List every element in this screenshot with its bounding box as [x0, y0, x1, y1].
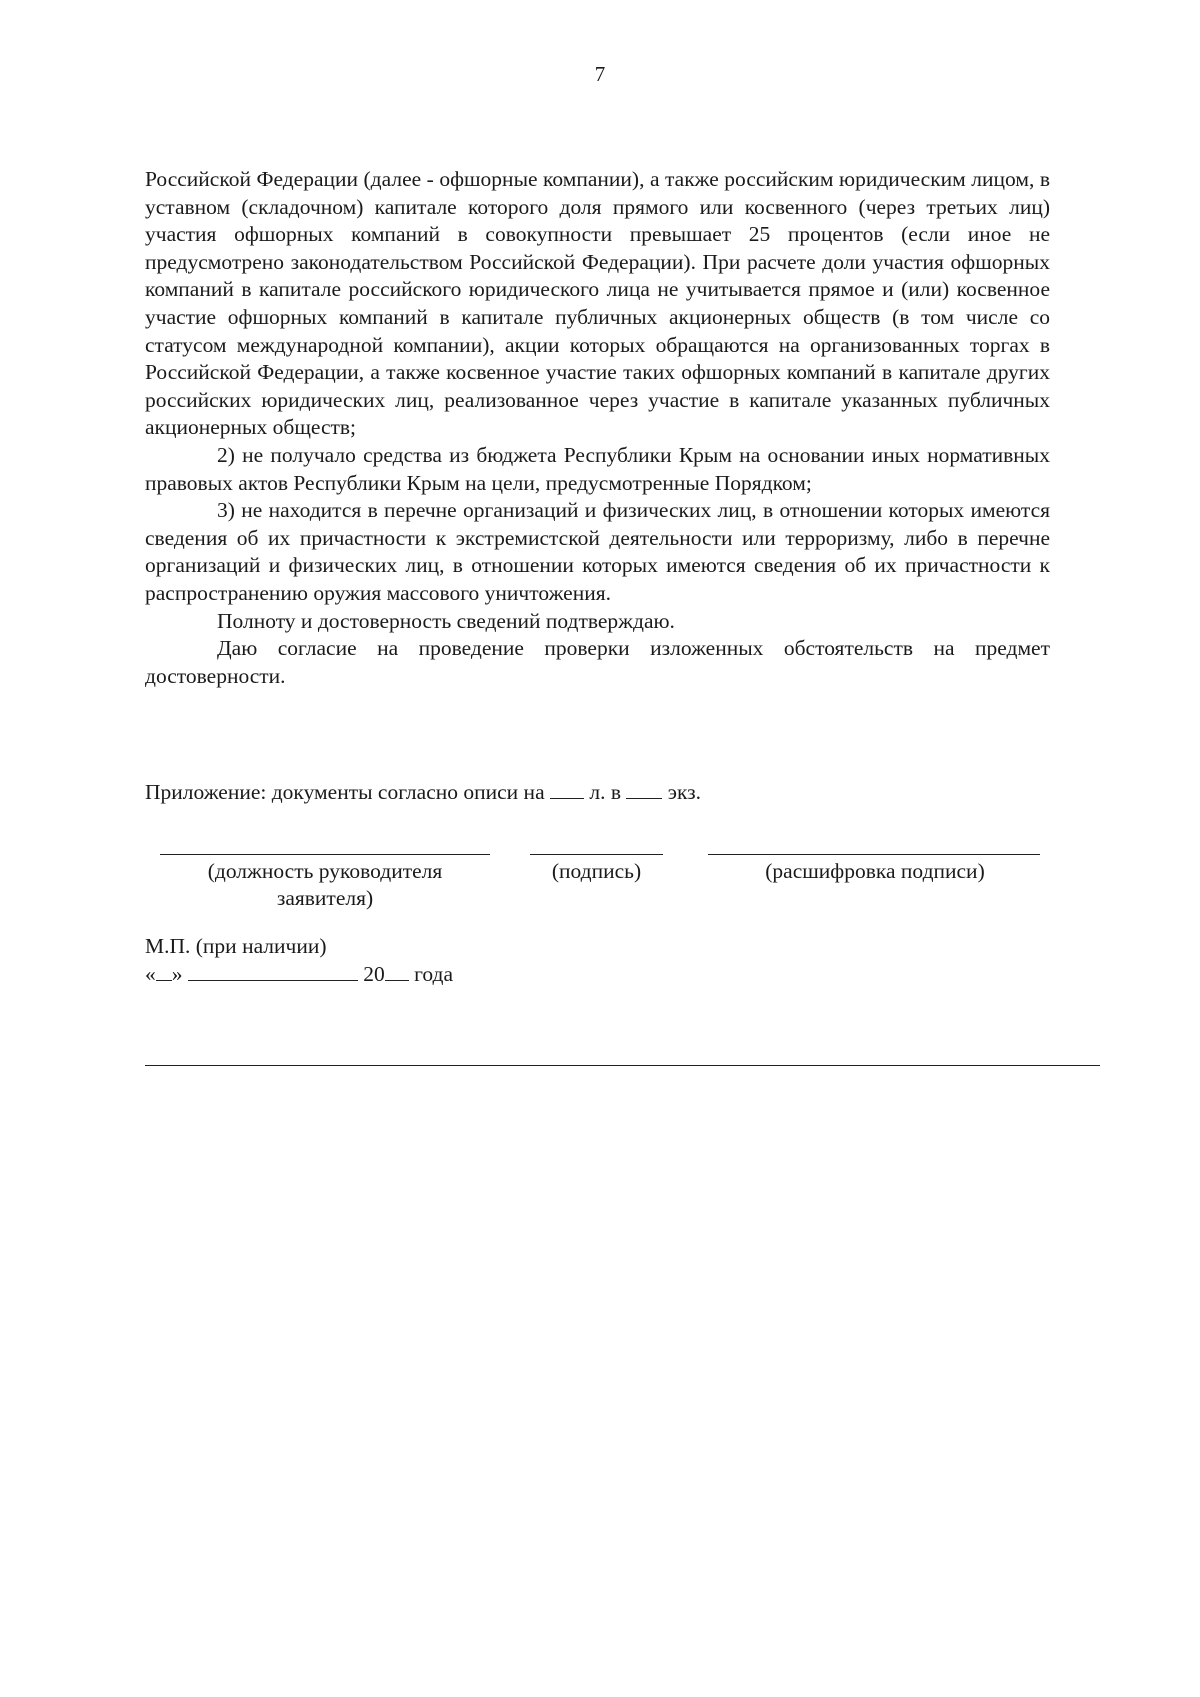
date-line [145, 960, 453, 988]
document-body [145, 166, 1050, 690]
paragraph-item-3: 3) не находится в перечне организаций и физических лиц, в отношении которых имеются сведения об их причастности к экстремистской деятельности или терроризму, либо в перечне организаций и физических лиц, в отношении которых имеются сведения об их причастности к распространению оружия массового уничтожения. [145, 498, 1050, 605]
attachment-line [145, 779, 701, 806]
month-blank [188, 962, 358, 981]
year-suffix: года [414, 962, 454, 986]
stamp-block [145, 932, 453, 988]
stamp-label: М.П. (при наличии) [145, 934, 327, 958]
decoding-caption: (расшифровка подписи) [765, 859, 985, 883]
position-caption: (должность руководителя заявителя) [207, 859, 443, 910]
attachment-prefix: Приложение: документы согласно описи на [145, 780, 545, 804]
year-prefix: 20 [363, 962, 385, 986]
paragraph-consent: Даю согласие на проведение проверки изложенных обстоятельств на предмет достоверности. [145, 636, 1050, 688]
day-blank [156, 962, 172, 981]
paragraph-confirmation: Полноту и достоверность сведений подтверждаю. [217, 608, 675, 633]
decoding-signature-line [708, 854, 1040, 855]
signature-line [530, 854, 663, 855]
sheets-count-blank [550, 780, 584, 799]
bottom-divider-line [145, 1065, 1100, 1066]
paragraph-item-2: 2) не получало средства из бюджета Республики Крым на основании иных нормативных правовых актов Республики Крым на цели, предусмотренные Порядком; [145, 442, 1050, 495]
attachment-copies-unit: экз. [667, 780, 702, 804]
date-quote-open: « [145, 962, 156, 986]
signature-caption: (подпись) [551, 859, 642, 883]
paragraph-offshore-continuation: Российской Федерации (далее - офшорные компании), а также российским юридическим лицом, в уставном (складочном) капитале которого доля прямого или косвенного (через третьих лиц) участия офшорных компаний в совокупности превышает 25 процентов (если иное не предусмотрено законодательством Российской Федерации). При расчете доли участия офшорных компаний в капитале российского юридического лица не учитывается прямое и (или) косвенное участие офшорных компаний в капитале публичных акционерных обществ (в том числе со статусом международной компании), акции которых обращаются на организованных торгах в Российской Федерации, а также косвенное участие таких офшорных компаний в капитале других российских юридических лиц, реализованное через участие в капитале указанных публичных акционерных обществ; [145, 167, 1050, 440]
attachment-sheets-unit: л. в [589, 780, 621, 804]
year-blank [385, 962, 409, 981]
date-quote-close: » [171, 962, 183, 986]
copies-count-blank [626, 780, 662, 799]
page-number: 7 [594, 62, 606, 86]
position-signature-line [160, 854, 490, 855]
